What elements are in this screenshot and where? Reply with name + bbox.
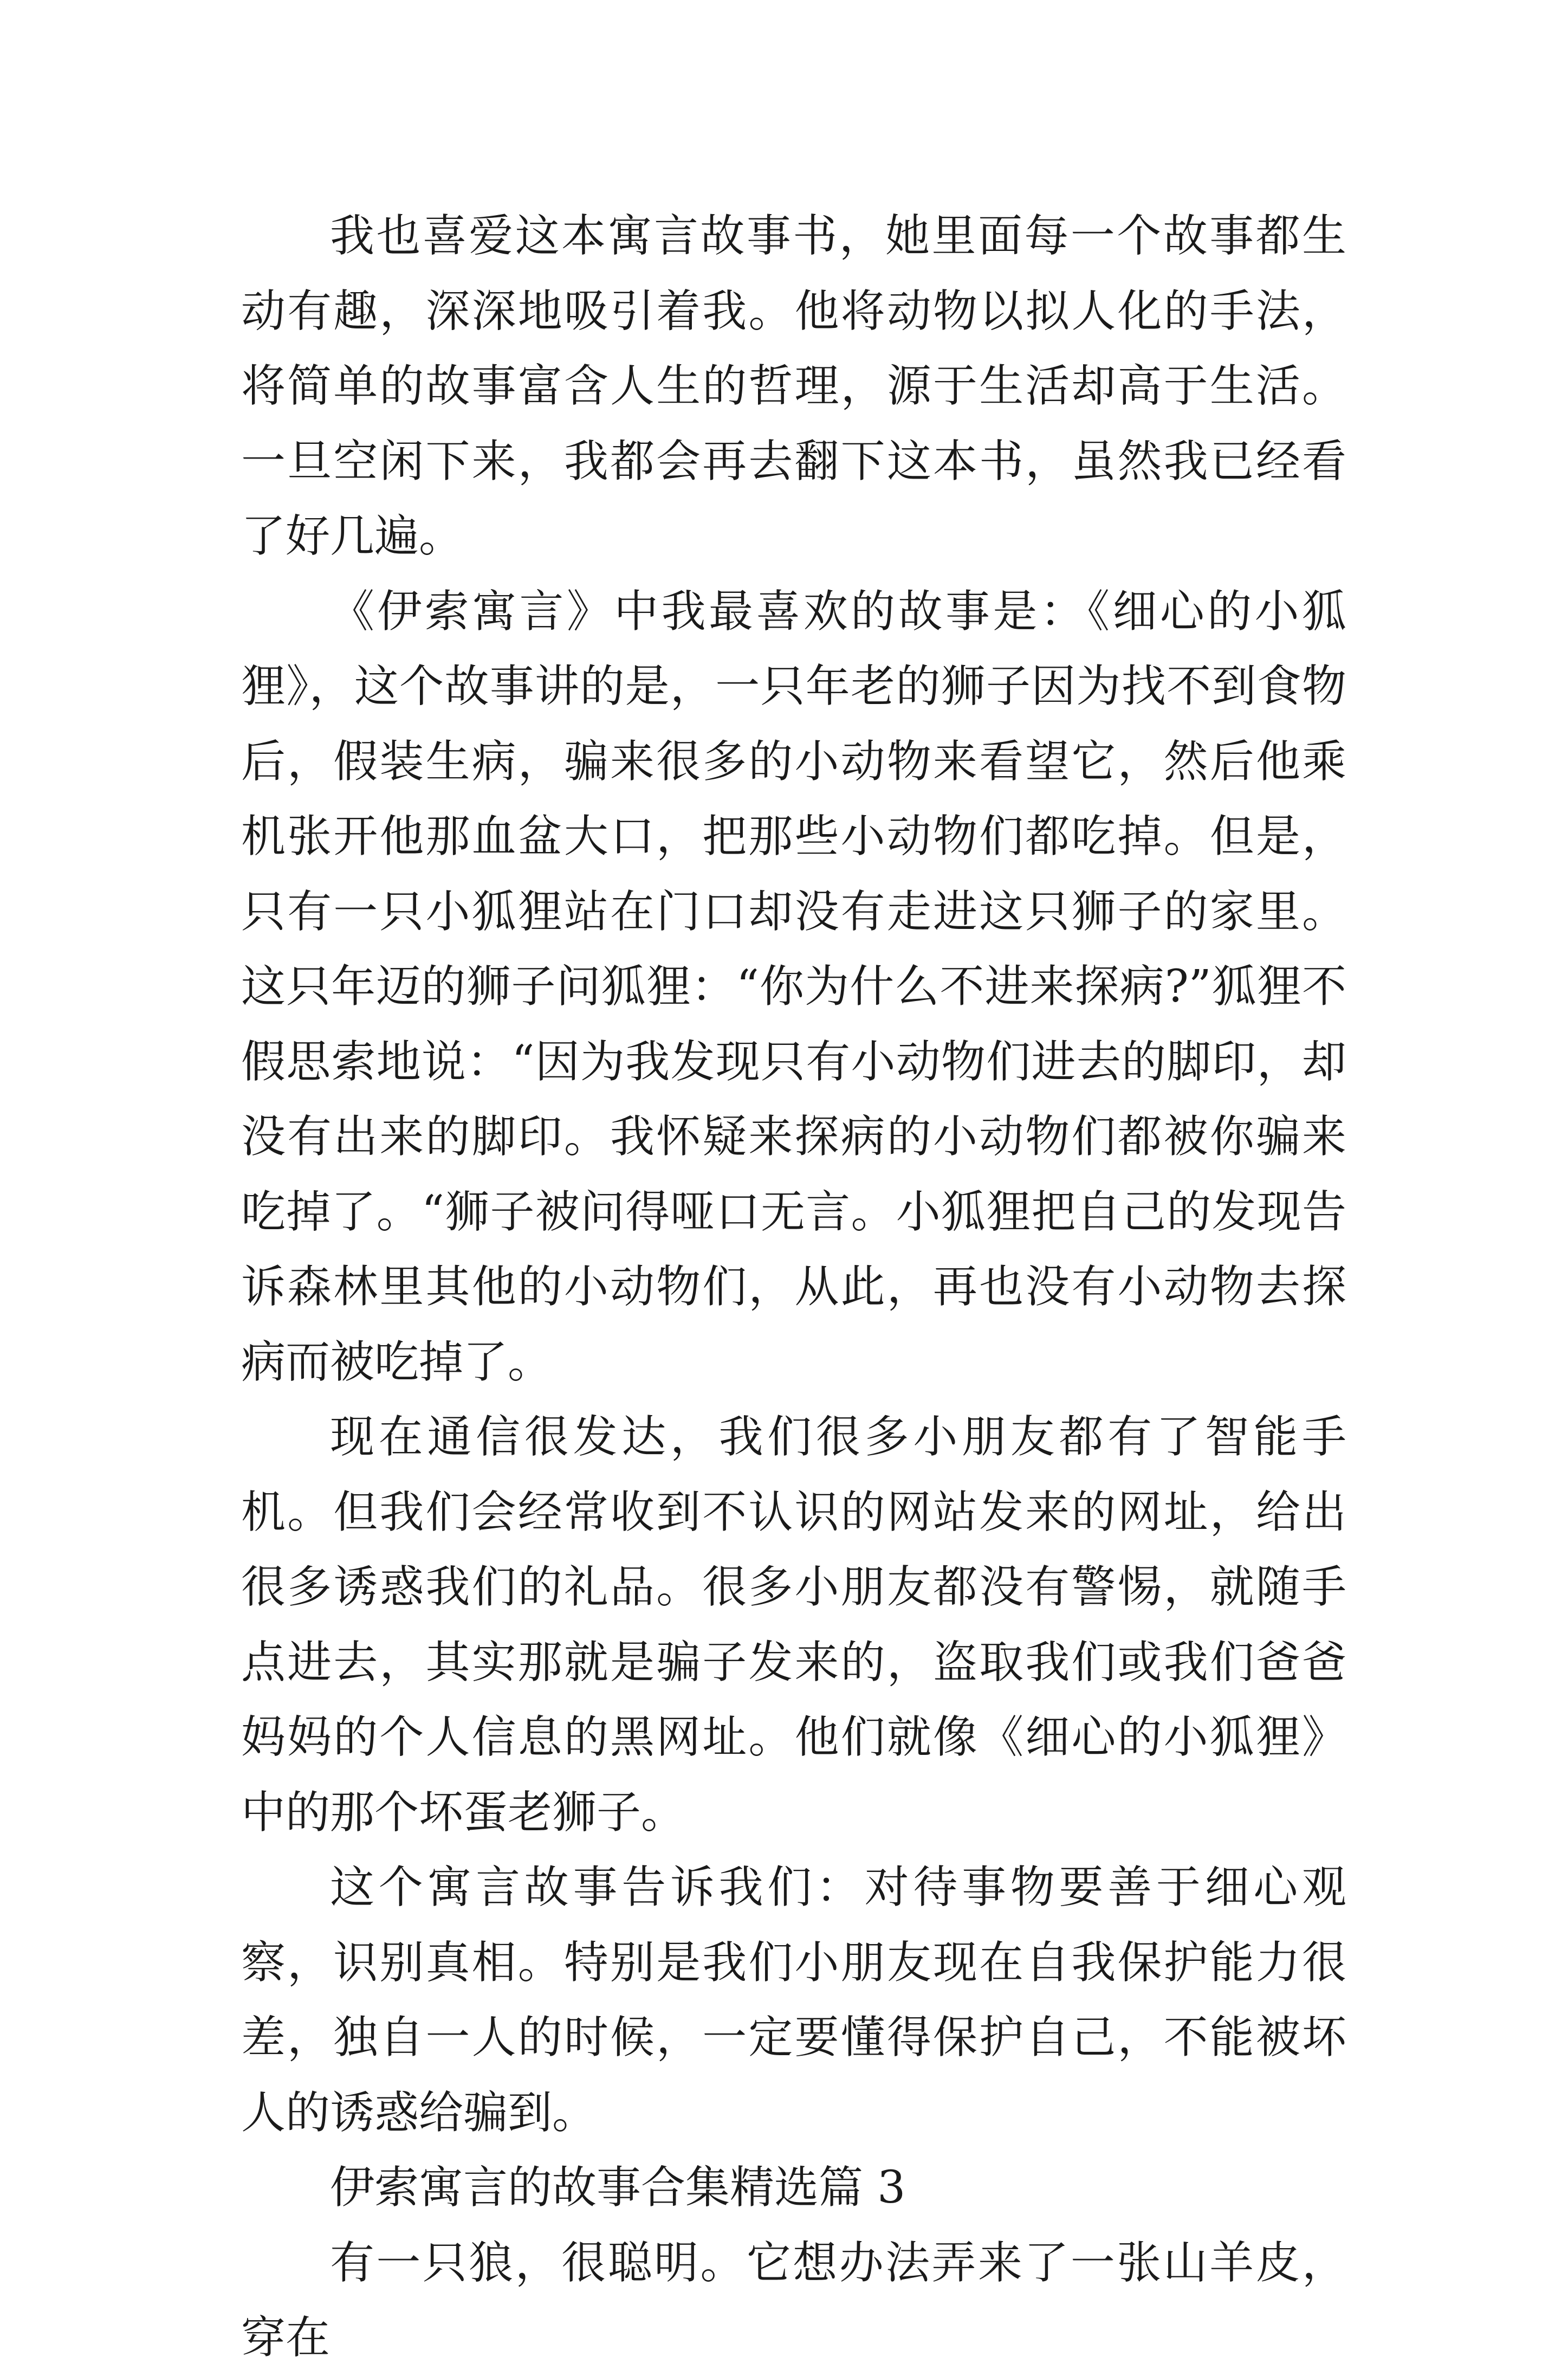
paragraph-4: 这个寓言故事告诉我们：对待事物要善于细心观察，识别真相。特别是我们小朋友现在自我保护能力很差，独自一人的时候，一定要懂得保护自己，不能被坏人的诱惑给骗到。: [241, 1862, 1346, 2139]
paragraph-2: 《伊索寓言》中我最喜欢的故事是：《细心的小狐狸》，这个故事讲的是，一只年老的狮子因为找不到食物后，假装生病，骗来很多的小动物来看望它，然后他乘机张开他那血盆大口，把那些小动物们都吃掉。但是，只有一只小狐狸站在门口却没有走进这只狮子的家里。这只年迈的狮子问狐狸：“你为什么不进来探病?”狐狸不假思索地说：“因为我发现只有小动物们进去的脚印，却没有出来的脚印。我怀疑来探病的小动物们都被你骗来吃掉了。“狮子被问得哑口无言。小狐狸把自己的发现告诉森林里其他的小动物们，从此，再也没有小动物去探病而被吃掉了。: [241, 585, 1346, 1388]
paragraph-5: 有一只狼，很聪明。它想办法弄来了一张山羊皮，穿在: [241, 2237, 1346, 2364]
paragraph-3: 现在通信很发达，我们很多小朋友都有了智能手机。但我们会经常收到不认识的网站发来的网址，给出很多诱惑我们的礼品。很多小朋友都没有警惕，就随手点进去，其实那就是骗子发来的，盗取我们或我们爸爸妈妈的个人信息的黑网址。他们就像《细心的小狐狸》中的那个坏蛋老狮子。: [241, 1411, 1346, 1838]
paragraph-1: 我也喜爱这本寓言故事书，她里面每一个故事都生动有趣，深深地吸引着我。他将动物以拟人化的手法，将简单的故事富含人生的哲理，源于生活却高于生活。一旦空闲下来，我都会再去翻下这本书，虽然我已经看了好几遍。: [241, 210, 1346, 562]
section-heading: 伊索寓言的故事合集精选篇 3: [330, 2162, 906, 2213]
document-body: [241, 199, 1346, 2376]
